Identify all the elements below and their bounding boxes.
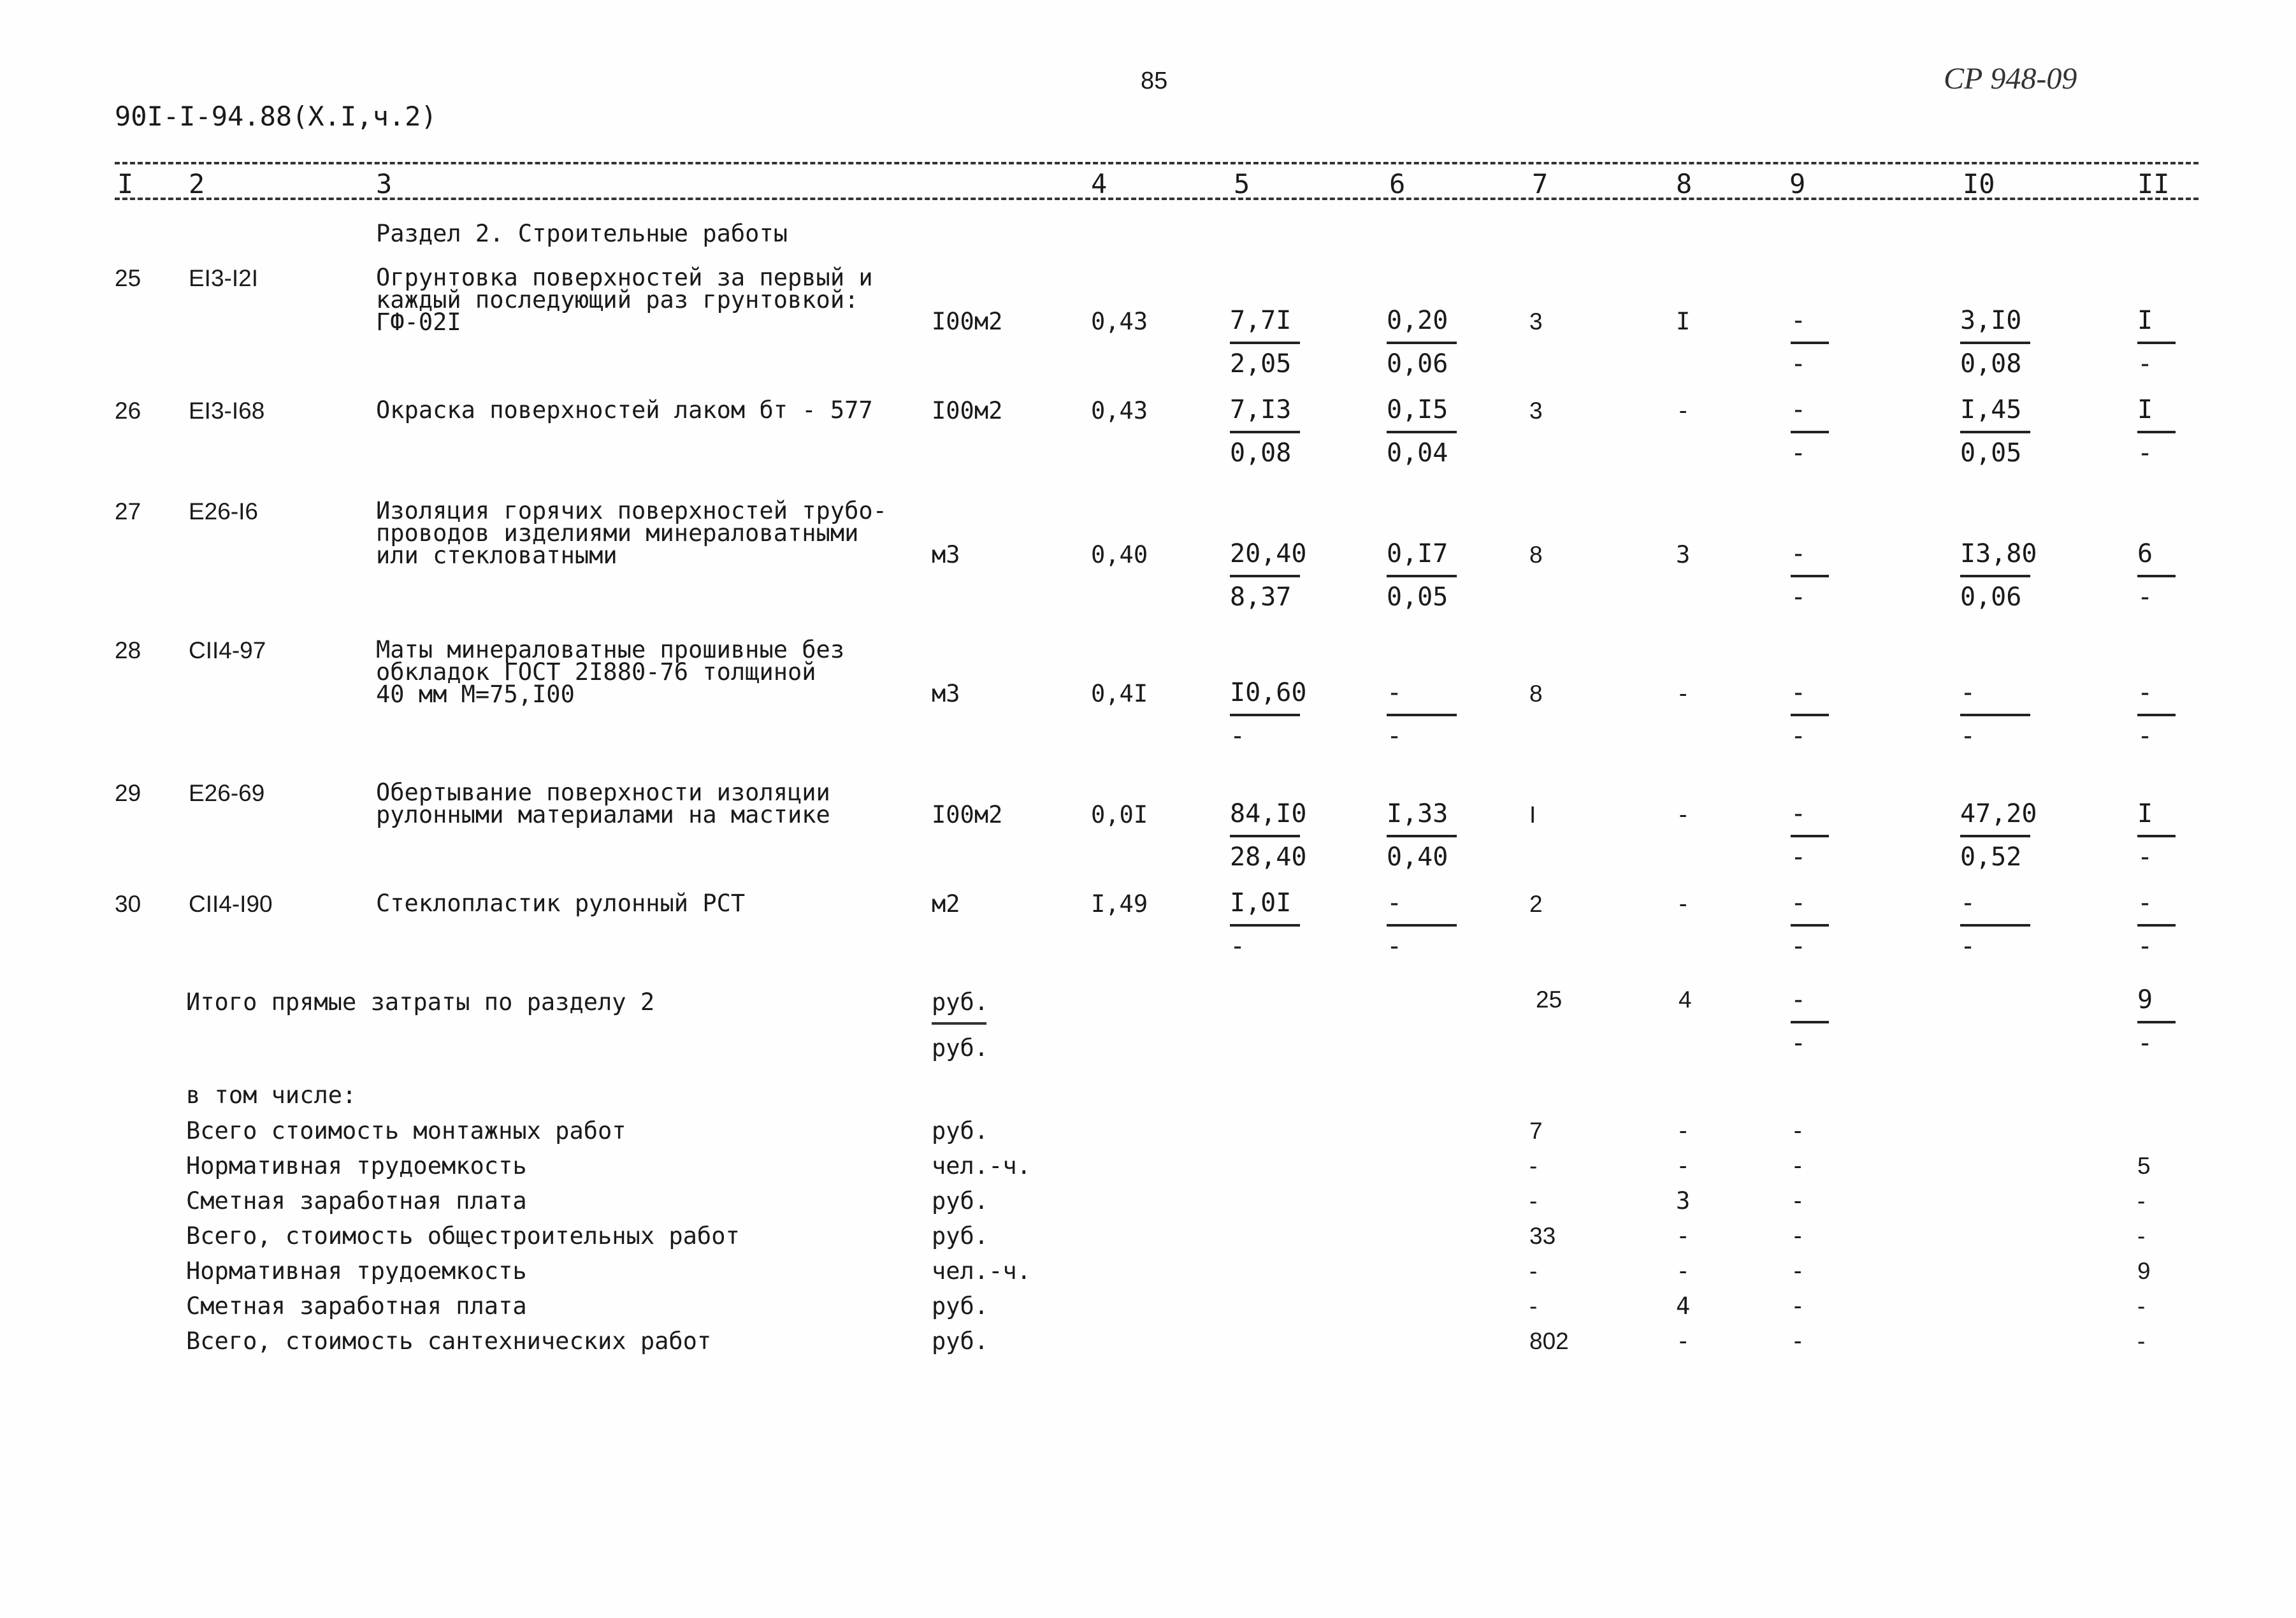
document-code: 90I-I-94.88(X.I,ч.2) <box>115 101 437 132</box>
summary-col9: - <box>1791 1222 1805 1250</box>
summary-label: Нормативная трудоемкость <box>186 1257 527 1285</box>
row-col10-numerator: 3,I0 <box>1960 306 2022 335</box>
summary-col7: 33 <box>1529 1223 1556 1249</box>
summary-col7: - <box>1529 1293 1538 1319</box>
summary-col7: 7 <box>1529 1118 1543 1144</box>
row-code: EI3-I68 <box>189 398 265 424</box>
row-col11-bar <box>2137 431 2176 433</box>
row-col11-numerator: - <box>2137 888 2153 918</box>
row-col6-bar <box>1387 342 1457 344</box>
row-col7: 8 <box>1529 542 1543 568</box>
summary-unit: руб. <box>932 1187 989 1215</box>
row-quantity: 0,43 <box>1091 308 1148 335</box>
summary-unit: чел.-ч. <box>932 1152 1031 1180</box>
row-col9-denominator: - <box>1791 721 1807 751</box>
row-col5-bar <box>1230 431 1300 433</box>
row-col9 <box>1791 800 1867 870</box>
row-description: Стеклопластик рулонный РСТ <box>376 890 746 917</box>
row-col10 <box>1960 540 2037 610</box>
row-description: Окраска поверхностей лаком бт - 577 <box>376 396 873 424</box>
page-number: 85 <box>1141 68 1168 94</box>
summary-label: Нормативная трудоемкость <box>186 1152 527 1180</box>
handwritten-code: СР 948-09 <box>1944 62 2077 96</box>
row-col11-bar <box>2137 342 2176 344</box>
summary-col11: - <box>2137 1188 2146 1214</box>
row-number: 25 <box>115 265 141 291</box>
row-col5-denominator: - <box>1230 721 1246 751</box>
total-col7: 25 <box>1536 986 1563 1013</box>
row-col11-denominator: - <box>2137 582 2153 612</box>
row-col9-bar <box>1791 714 1829 716</box>
row-col5 <box>1230 396 1306 466</box>
row-col6 <box>1387 396 1463 466</box>
row-col6 <box>1387 890 1463 960</box>
row-col7: 3 <box>1529 308 1543 335</box>
summary-col11: - <box>2137 1328 2146 1354</box>
col-header-10: I0 <box>1963 168 1995 199</box>
row-col9 <box>1791 890 1867 960</box>
row-col9-bar <box>1791 431 1829 433</box>
row-col5 <box>1230 307 1306 377</box>
row-col11 <box>2137 890 2214 960</box>
row-col9 <box>1791 396 1867 466</box>
col-header-6: 6 <box>1389 168 1406 199</box>
row-col10-bar <box>1960 714 2030 716</box>
total-col11: 9 - <box>2137 986 2214 1057</box>
row-col6-numerator: 0,I7 <box>1387 539 1448 568</box>
row-col11 <box>2137 679 2214 749</box>
summary-col8: - <box>1676 1257 1691 1285</box>
row-description: Огрунтовка поверхностей за первый и каждый последующий раз грунтовкой: ГФ-02I <box>376 264 873 336</box>
row-col5-numerator: 20,40 <box>1230 539 1307 568</box>
col-header-8: 8 <box>1676 168 1693 199</box>
row-col11-denominator: - <box>2137 438 2153 468</box>
row-col10 <box>1960 890 2037 960</box>
row-description: Обертывание поверхности изоляции рулонными материалами на мастике <box>376 779 830 828</box>
row-col9-numerator: - <box>1791 395 1807 424</box>
header-rule-bottom <box>115 198 2199 200</box>
row-col11-bar <box>2137 714 2176 716</box>
row-col6-denominator: - <box>1387 721 1403 751</box>
row-number: 29 <box>115 780 141 806</box>
row-col11 <box>2137 396 2214 466</box>
row-unit: м2 <box>932 890 960 918</box>
row-col6-numerator: - <box>1387 678 1403 707</box>
total-label: Итого прямые затраты по разделу 2 <box>186 988 655 1016</box>
summary-col9: - <box>1791 1187 1805 1215</box>
row-col5 <box>1230 679 1306 749</box>
row-col5 <box>1230 800 1306 870</box>
row-col9-denominator: - <box>1791 438 1807 468</box>
row-col6 <box>1387 540 1463 610</box>
row-col9-bar <box>1791 835 1829 837</box>
summary-unit: руб. <box>932 1222 989 1250</box>
row-col10-numerator: I3,80 <box>1960 539 2037 568</box>
row-col6 <box>1387 307 1463 377</box>
summary-label: Всего стоимость монтажных работ <box>186 1117 626 1145</box>
row-col8: I <box>1676 308 1691 335</box>
summary-col8: - <box>1676 1117 1691 1145</box>
row-col9 <box>1791 679 1867 749</box>
col-header-7: 7 <box>1532 168 1549 199</box>
row-col11-numerator: I <box>2137 395 2153 424</box>
row-col5 <box>1230 890 1306 960</box>
row-col9-numerator: - <box>1791 539 1807 568</box>
summary-unit: чел.-ч. <box>932 1257 1031 1285</box>
row-col10-numerator: - <box>1960 888 1976 918</box>
summary-col8: - <box>1676 1222 1691 1250</box>
row-number: 28 <box>115 637 141 663</box>
row-col10-bar <box>1960 575 2030 577</box>
row-col11-numerator: I <box>2137 799 2153 828</box>
summary-col11: 9 <box>2137 1258 2151 1284</box>
row-col6-denominator: 0,05 <box>1387 582 1448 612</box>
summary-col11: 5 <box>2137 1153 2151 1179</box>
row-col11-numerator: I <box>2137 306 2153 335</box>
row-col8: - <box>1676 397 1691 424</box>
summary-col9: - <box>1791 1257 1805 1285</box>
row-col11-numerator: - <box>2137 678 2153 707</box>
row-col10-denominator: 0,08 <box>1960 349 2022 379</box>
summary-col9: - <box>1791 1117 1805 1145</box>
row-col10 <box>1960 679 2037 749</box>
summary-unit: руб. <box>932 1292 989 1320</box>
row-code: CII4-97 <box>189 637 266 663</box>
col-header-9: 9 <box>1789 168 1806 199</box>
summary-label: Сметная заработная плата <box>186 1292 527 1320</box>
row-col10-bar <box>1960 431 2030 433</box>
summary-col7: - <box>1529 1258 1538 1284</box>
summary-col8: - <box>1676 1152 1691 1180</box>
row-quantity: 0,43 <box>1091 397 1148 424</box>
row-col7: 2 <box>1529 891 1543 917</box>
row-col5-bar <box>1230 924 1300 927</box>
row-col11-denominator: - <box>2137 721 2153 751</box>
row-col9-numerator: - <box>1791 888 1807 918</box>
including-label: в том числе: <box>186 1081 357 1109</box>
col-header-1: I <box>117 168 134 199</box>
row-col8: - <box>1676 890 1691 918</box>
row-col11-bar <box>2137 835 2176 837</box>
total-col9: - - <box>1791 986 1867 1057</box>
row-col5-bar <box>1230 575 1300 577</box>
row-quantity: I,49 <box>1091 890 1148 918</box>
summary-unit: руб. <box>932 1117 989 1145</box>
row-col6 <box>1387 800 1463 870</box>
row-quantity: 0,4I <box>1091 680 1148 707</box>
row-col6-bar <box>1387 431 1457 433</box>
row-col5-denominator: 0,08 <box>1230 438 1292 468</box>
summary-col9: - <box>1791 1327 1805 1355</box>
row-col11-numerator: 6 <box>2137 539 2153 568</box>
row-col10-numerator: - <box>1960 678 1976 707</box>
col-header-11: II <box>2137 168 2170 199</box>
row-col5-numerator: 7,7I <box>1230 306 1292 335</box>
summary-label: Всего, стоимость сантехнических работ <box>186 1327 712 1355</box>
total-unit-1: руб. <box>932 988 989 1016</box>
row-col9-denominator: - <box>1791 582 1807 612</box>
row-col6-bar <box>1387 714 1457 716</box>
row-quantity: 0,40 <box>1091 541 1148 568</box>
row-col6-numerator: 0,I5 <box>1387 395 1448 424</box>
row-col10-bar <box>1960 835 2030 837</box>
row-col6-bar <box>1387 924 1457 927</box>
row-col8: - <box>1676 680 1691 707</box>
col-header-4: 4 <box>1091 168 1108 199</box>
summary-col8: - <box>1676 1327 1691 1355</box>
total-unit-2: руб. <box>932 1034 989 1062</box>
row-col6-denominator: 0,04 <box>1387 438 1448 468</box>
row-col6-numerator: I,33 <box>1387 799 1448 828</box>
row-col7: 8 <box>1529 681 1543 707</box>
row-col10-denominator: 0,06 <box>1960 582 2022 612</box>
row-col7: I <box>1529 802 1536 828</box>
row-col5-denominator: - <box>1230 932 1246 961</box>
row-col10-denominator: - <box>1960 932 1976 961</box>
summary-col9: - <box>1791 1152 1805 1180</box>
row-col6-bar <box>1387 575 1457 577</box>
row-col10 <box>1960 800 2037 870</box>
row-col11-bar <box>2137 575 2176 577</box>
row-col7: 3 <box>1529 398 1543 424</box>
total-col8: 4 <box>1679 986 1692 1013</box>
row-number: 26 <box>115 398 141 424</box>
col-header-2: 2 <box>189 168 205 199</box>
summary-col7: - <box>1529 1153 1538 1179</box>
row-col10-bar <box>1960 342 2030 344</box>
col-header-3: 3 <box>376 168 393 199</box>
summary-col8: 4 <box>1676 1292 1691 1320</box>
row-col10-denominator: 0,05 <box>1960 438 2022 468</box>
row-col9-numerator: - <box>1791 799 1807 828</box>
row-code: E26-I6 <box>189 498 259 524</box>
row-col8: - <box>1676 801 1691 828</box>
row-col10 <box>1960 307 2037 377</box>
row-col5-denominator: 8,37 <box>1230 582 1292 612</box>
summary-col7: 802 <box>1529 1328 1569 1354</box>
row-col10-numerator: 47,20 <box>1960 799 2037 828</box>
row-col10-denominator: 0,52 <box>1960 842 2022 872</box>
row-unit: м3 <box>932 541 960 568</box>
row-col8: 3 <box>1676 541 1691 568</box>
row-number: 30 <box>115 891 141 917</box>
row-col5-denominator: 2,05 <box>1230 349 1292 379</box>
row-col6-numerator: 0,20 <box>1387 306 1448 335</box>
row-col10 <box>1960 396 2037 466</box>
row-description: Маты минераловатные прошивные без обкладок ГОСТ 2I880-76 толщиной 40 мм М=75,I00 <box>376 636 845 708</box>
col-header-5: 5 <box>1234 168 1250 199</box>
row-col5-denominator: 28,40 <box>1230 842 1307 872</box>
row-col9-bar <box>1791 575 1829 577</box>
row-quantity: 0,0I <box>1091 801 1148 828</box>
row-col9-denominator: - <box>1791 842 1807 872</box>
summary-label: Всего, стоимость общестроительных работ <box>186 1222 740 1250</box>
row-col9-denominator: - <box>1791 932 1807 961</box>
row-number: 27 <box>115 498 141 524</box>
summary-label: Сметная заработная плата <box>186 1187 527 1215</box>
row-code: E26-69 <box>189 780 265 806</box>
row-col5-numerator: 84,I0 <box>1230 799 1307 828</box>
row-col5-numerator: I0,60 <box>1230 678 1307 707</box>
row-col9-numerator: - <box>1791 678 1807 707</box>
row-col10-denominator: - <box>1960 721 1976 751</box>
row-description: Изоляция горячих поверхностей трубо- проводов изделиями минераловатными или стекловатными <box>376 497 887 569</box>
row-col9-bar <box>1791 342 1829 344</box>
row-col5-bar <box>1230 835 1300 837</box>
row-col10-numerator: I,45 <box>1960 395 2022 424</box>
header-rule-top <box>115 162 2199 164</box>
summary-col9: - <box>1791 1292 1805 1320</box>
summary-col8: 3 <box>1676 1187 1691 1215</box>
row-unit: I00м2 <box>932 308 1003 335</box>
row-col5-numerator: 7,I3 <box>1230 395 1292 424</box>
row-col5 <box>1230 540 1306 610</box>
total-unit-rule <box>932 1022 986 1025</box>
row-col11-bar <box>2137 924 2176 927</box>
row-col11 <box>2137 800 2214 870</box>
row-col6-bar <box>1387 835 1457 837</box>
row-col6-denominator: - <box>1387 932 1403 961</box>
row-col11 <box>2137 540 2214 610</box>
row-col5-bar <box>1230 714 1300 716</box>
row-unit: I00м2 <box>932 397 1003 424</box>
row-code: EI3-I2I <box>189 265 258 291</box>
row-col9-denominator: - <box>1791 349 1807 379</box>
row-col10-bar <box>1960 924 2030 927</box>
row-col6-denominator: 0,40 <box>1387 842 1448 872</box>
row-col9 <box>1791 540 1867 610</box>
row-col11 <box>2137 307 2214 377</box>
row-col11-denominator: - <box>2137 932 2153 961</box>
row-unit: м3 <box>932 680 960 707</box>
summary-unit: руб. <box>932 1327 989 1355</box>
row-col5-bar <box>1230 342 1300 344</box>
summary-col11: - <box>2137 1293 2146 1319</box>
row-col9-numerator: - <box>1791 306 1807 335</box>
row-col6-denominator: 0,06 <box>1387 349 1448 379</box>
row-col11-denominator: - <box>2137 842 2153 872</box>
row-code: CII4-I90 <box>189 891 273 917</box>
row-col5-numerator: I,0I <box>1230 888 1292 918</box>
row-col6 <box>1387 679 1463 749</box>
row-col9 <box>1791 307 1867 377</box>
summary-col7: - <box>1529 1188 1538 1214</box>
row-col9-bar <box>1791 924 1829 927</box>
section-title: Раздел 2. Строительные работы <box>376 220 788 247</box>
row-col11-denominator: - <box>2137 349 2153 379</box>
summary-col11: - <box>2137 1223 2146 1249</box>
row-col6-numerator: - <box>1387 888 1403 918</box>
row-unit: I00м2 <box>932 801 1003 828</box>
